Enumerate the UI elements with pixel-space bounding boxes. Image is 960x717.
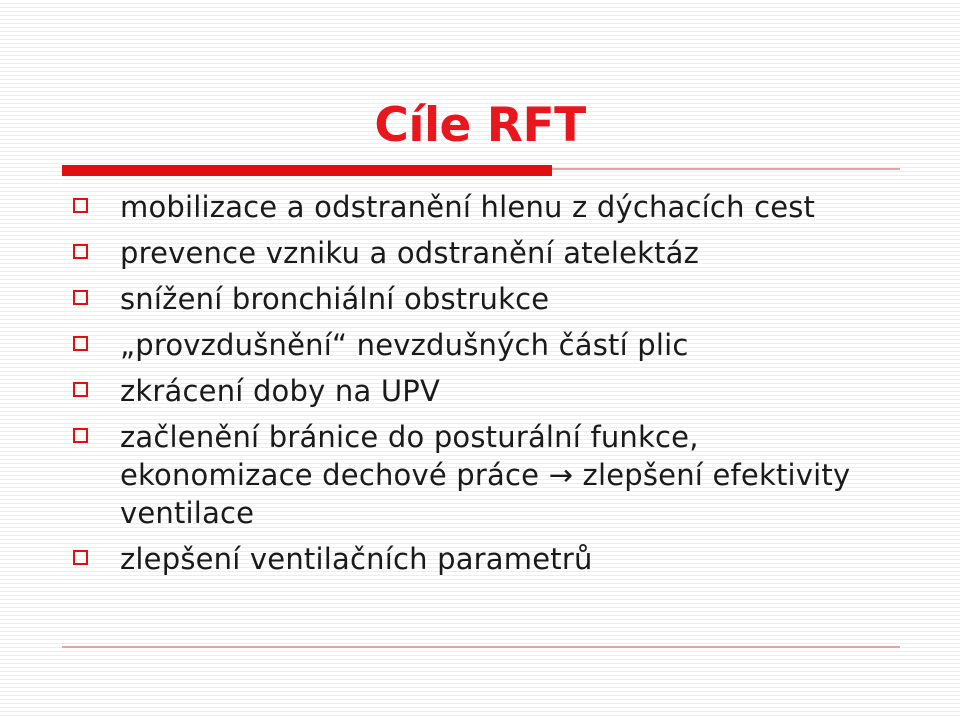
bullet-text: „provzdušnění“ nevzdušných částí plic	[120, 328, 689, 362]
bullet-list	[0, 188, 960, 586]
bullet-text: zkrácení doby na UPV	[120, 374, 441, 408]
hollow-square-icon	[73, 382, 88, 397]
title-underline-bar	[62, 165, 552, 176]
bullet-item	[0, 280, 860, 318]
slide-title: Cíle RFT	[374, 98, 586, 153]
bullet-item	[0, 234, 860, 272]
bullet-item	[0, 326, 860, 364]
hollow-square-icon	[73, 428, 88, 443]
footer-divider-line	[62, 646, 900, 648]
title-divider-line	[552, 168, 900, 170]
hollow-square-icon	[73, 550, 88, 565]
bullet-text: snížení bronchiální obstrukce	[120, 282, 550, 316]
bullet-text: mobilizace a odstranění hlenu z dýchacích cest	[120, 190, 816, 224]
bullet-text: zlepšení ventilačních parametrů	[120, 542, 593, 576]
bullet-item	[0, 418, 860, 532]
bullet-text: začlenění bránice do posturální funkce, ekonomizace dechové práce → zlepšení efektivity ventilace	[120, 420, 851, 530]
bullet-text: prevence vzniku a odstranění atelektáz	[120, 236, 700, 270]
bullet-item	[0, 372, 860, 410]
bullet-item	[0, 540, 860, 578]
hollow-square-icon	[73, 244, 88, 259]
hollow-square-icon	[73, 290, 88, 305]
hollow-square-icon	[73, 198, 88, 213]
bullet-item	[0, 188, 860, 226]
hollow-square-icon	[73, 336, 88, 351]
